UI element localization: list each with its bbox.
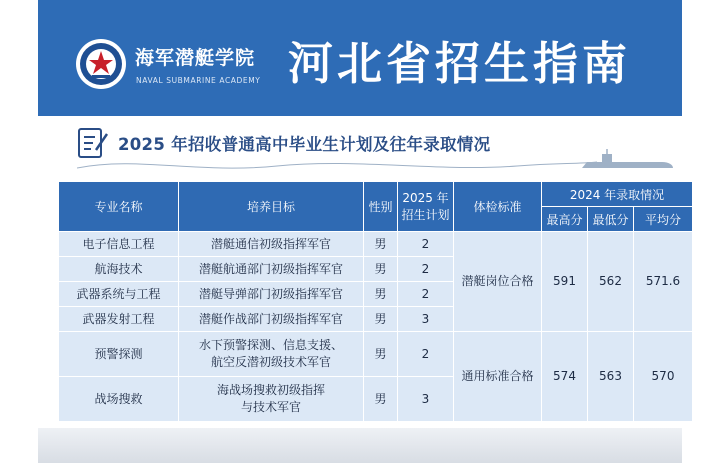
plan-cell: 3 bbox=[398, 377, 454, 422]
goal-line: 水下预警探测、信息支援、 bbox=[198, 338, 343, 352]
academy-name: 海军潜艇学院 bbox=[135, 47, 256, 69]
goal-cell: 潜艇作战部门初级指挥军官 bbox=[179, 307, 364, 332]
major-cell: 电子信息工程 bbox=[59, 232, 179, 257]
max-score-cell: 574 bbox=[542, 332, 588, 422]
goal-cell: 潜艇航通部门初级指挥军官 bbox=[179, 257, 364, 282]
major-cell: 武器系统与工程 bbox=[59, 282, 179, 307]
header-gender: 性别 bbox=[364, 182, 398, 232]
plan-cell: 3 bbox=[398, 307, 454, 332]
plan-cell: 2 bbox=[398, 332, 454, 377]
academy-emblem-icon bbox=[75, 38, 127, 90]
gender-cell: 男 bbox=[364, 257, 398, 282]
major-cell: 战场搜救 bbox=[59, 377, 179, 422]
header-physical: 体检标准 bbox=[454, 182, 542, 232]
plan-cell: 2 bbox=[398, 257, 454, 282]
goal-line: 航空反潜初级技术军官 bbox=[210, 355, 331, 369]
plan-cell: 2 bbox=[398, 232, 454, 257]
max-score-cell: 591 bbox=[542, 232, 588, 332]
header-plan-line2: 招生计划 bbox=[401, 207, 450, 222]
header-admission: 2024 年录取情况 bbox=[542, 182, 693, 207]
section-title: 2025 年招收普通高中毕业生计划及往年录取情况 bbox=[118, 135, 491, 154]
header-plan bbox=[398, 182, 454, 232]
goal-cell bbox=[179, 332, 364, 377]
header-max: 最高分 bbox=[542, 207, 588, 232]
min-score-cell: 562 bbox=[588, 232, 634, 332]
major-cell: 武器发射工程 bbox=[59, 307, 179, 332]
major-cell: 预警探测 bbox=[59, 332, 179, 377]
table-row bbox=[59, 232, 693, 257]
avg-score-cell: 571.6 bbox=[634, 232, 693, 332]
header-goal: 培养目标 bbox=[179, 182, 364, 232]
header-avg: 平均分 bbox=[634, 207, 693, 232]
avg-score-cell: 570 bbox=[634, 332, 693, 422]
header-min: 最低分 bbox=[588, 207, 634, 232]
physical-cell: 通用标准合格 bbox=[454, 332, 542, 422]
goal-cell bbox=[179, 377, 364, 422]
page-title: 河北省招生指南 bbox=[288, 37, 632, 90]
admission-table bbox=[58, 181, 693, 422]
gender-cell: 男 bbox=[364, 307, 398, 332]
submarine-divider bbox=[77, 148, 677, 176]
gender-cell: 男 bbox=[364, 232, 398, 257]
goal-line: 海战场搜救初级指挥 bbox=[216, 383, 325, 397]
academy-name-english: NAVAL SUBMARINE ACADEMY bbox=[136, 76, 261, 85]
gender-cell: 男 bbox=[364, 282, 398, 307]
major-cell: 航海技术 bbox=[59, 257, 179, 282]
min-score-cell: 563 bbox=[588, 332, 634, 422]
gender-cell: 男 bbox=[364, 332, 398, 377]
header-plan-line1: 2025 年 bbox=[402, 190, 449, 205]
header-major: 专业名称 bbox=[59, 182, 179, 232]
goal-cell: 潜艇通信初级指挥军官 bbox=[179, 232, 364, 257]
goal-cell: 潜艇导弹部门初级指挥军官 bbox=[179, 282, 364, 307]
background-image bbox=[38, 428, 682, 463]
plan-cell: 2 bbox=[398, 282, 454, 307]
goal-line: 与技术军官 bbox=[240, 400, 301, 414]
physical-cell: 潜艇岗位合格 bbox=[454, 232, 542, 332]
gender-cell: 男 bbox=[364, 377, 398, 422]
table-row bbox=[59, 332, 693, 377]
